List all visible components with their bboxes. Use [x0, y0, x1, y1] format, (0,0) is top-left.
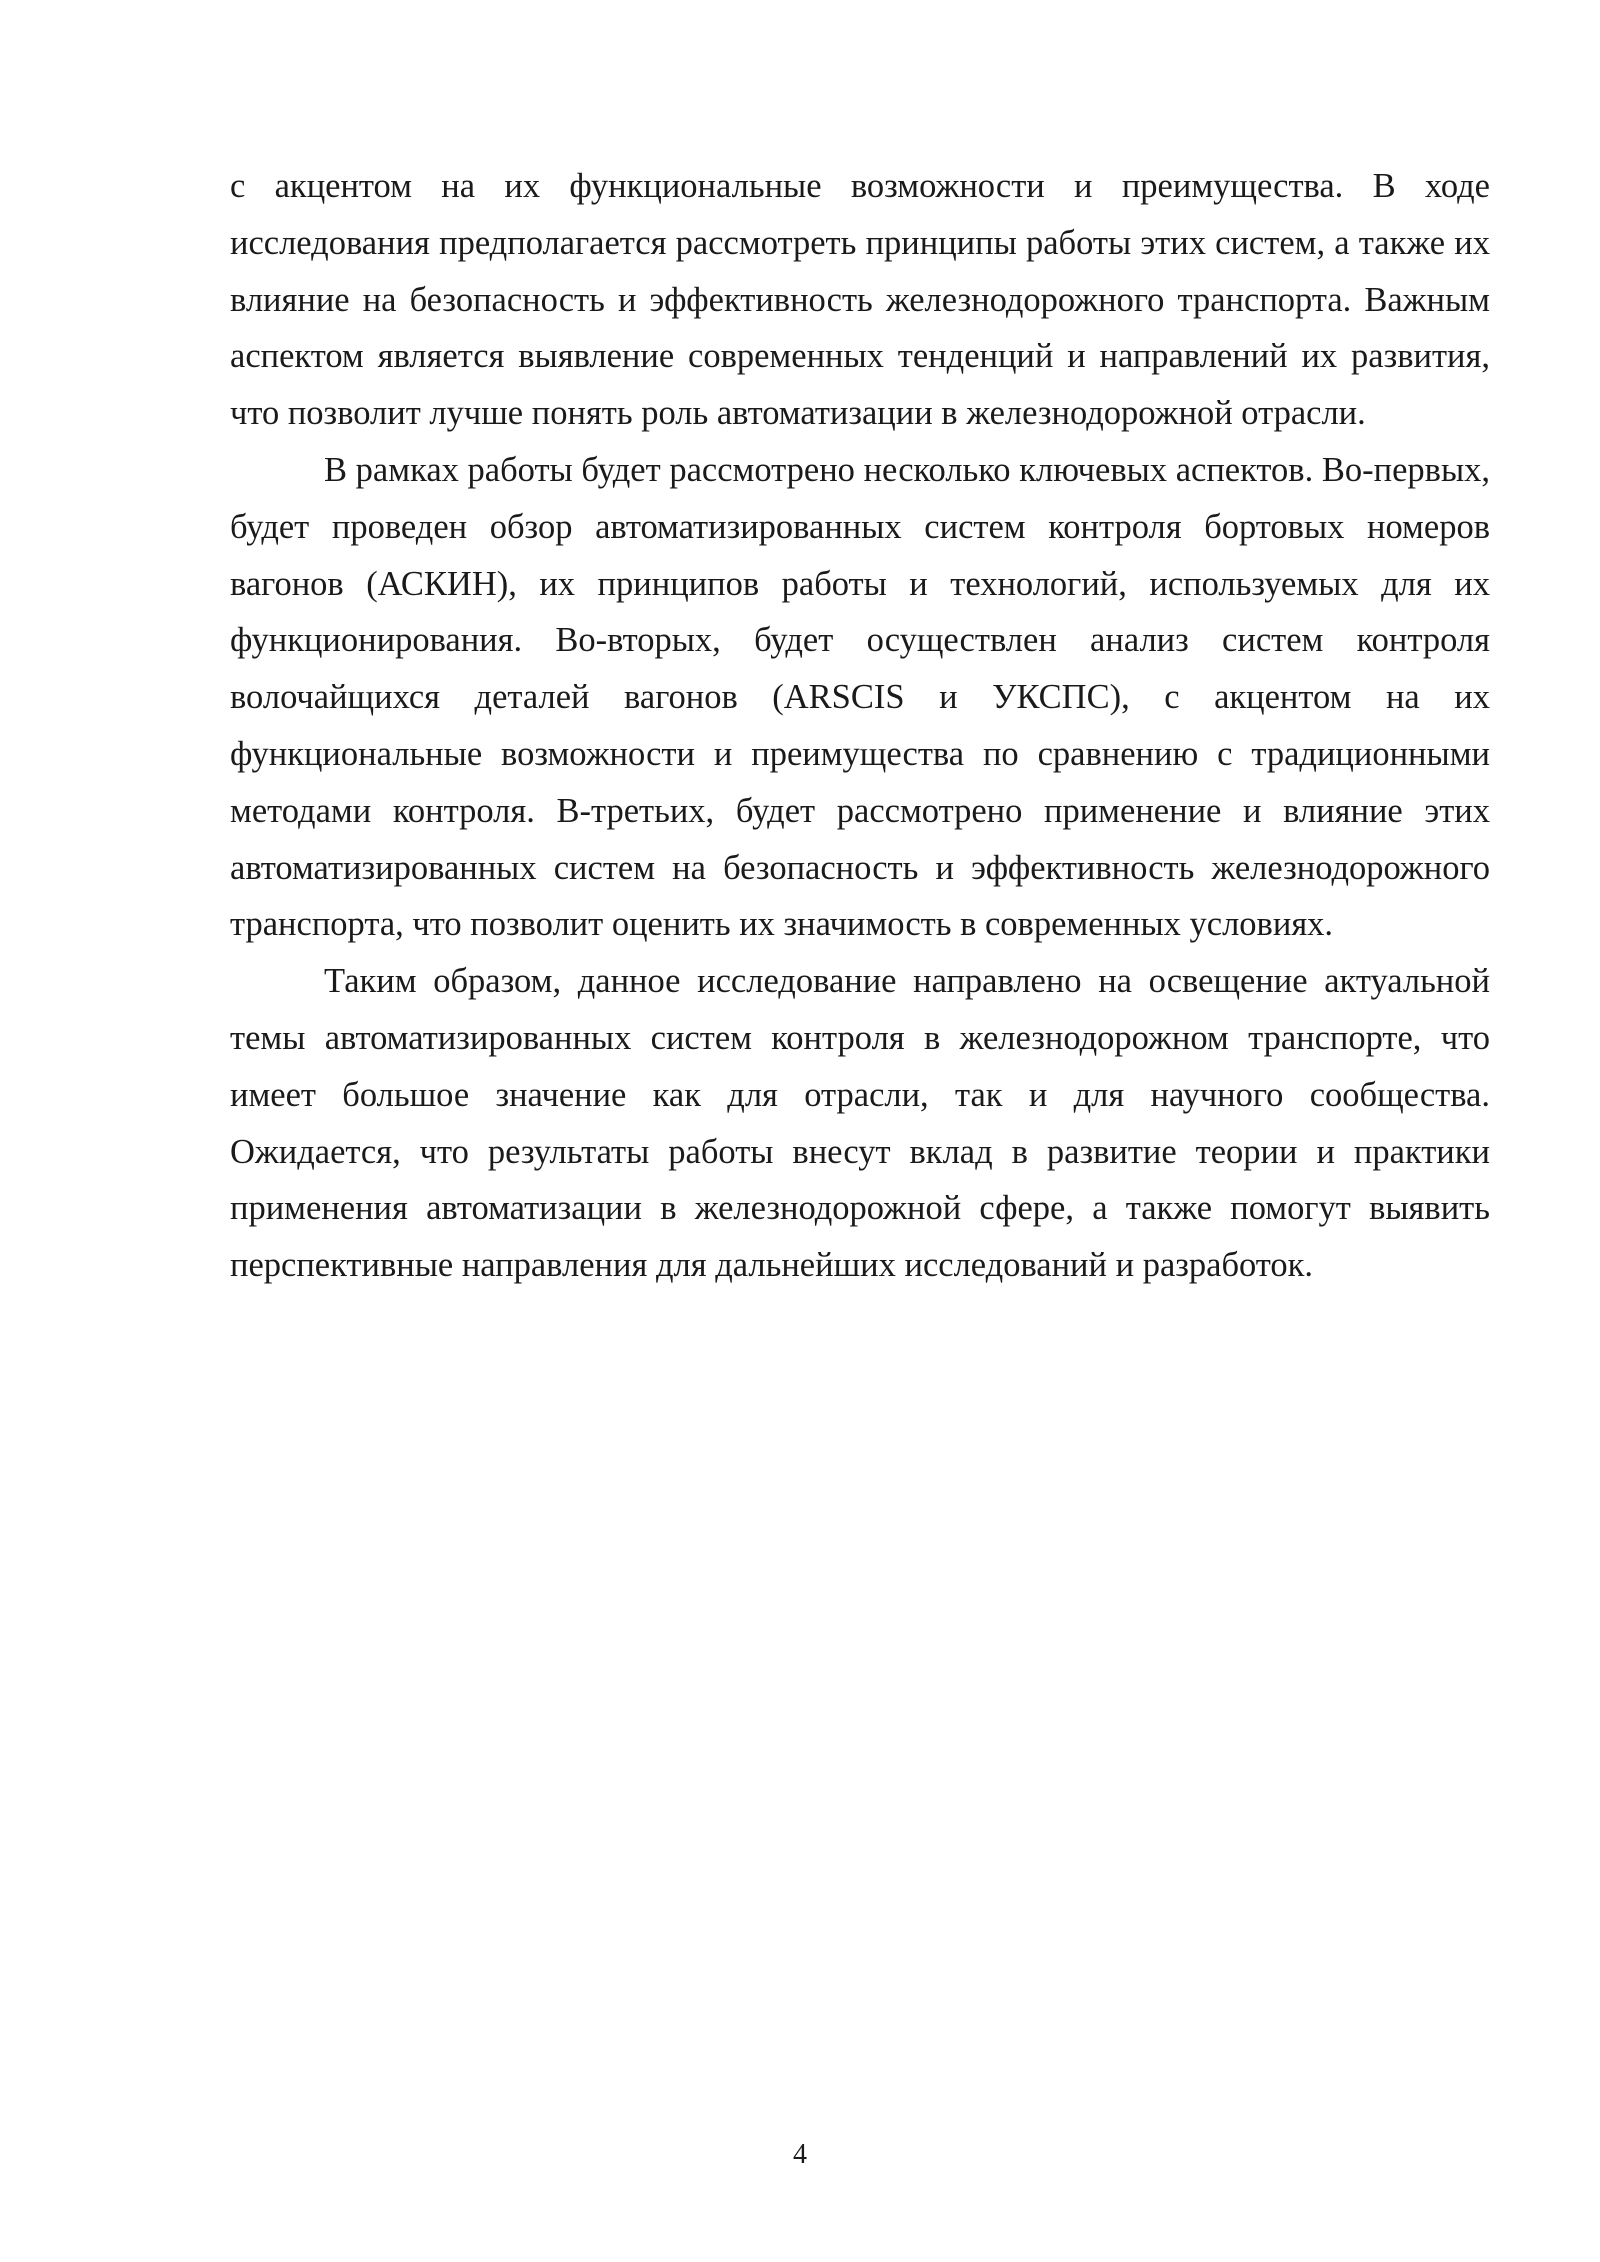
body-text [230, 158, 1490, 1294]
paragraph-continuation: с акцентом на их функциональные возможности и преимущества. В ходе исследования предполагается рассмотреть принципы работы этих систем, а также их влияние на безопасность и эффективность железнодорожного транспорта. Важным аспектом является выявление современных тенденций и направлений их развития, что позволит лучше понять роль автоматизации в железнодорожной отрасли. [230, 167, 1490, 433]
page-number: 4 [793, 2139, 807, 2170]
paragraph-conclusion: Таким образом, данное исследование направлено на освещение актуальной темы автоматизированных систем контроля в железнодорожном транспорте, что имеет большое значение как для отрасли, так и для научного сообщества. Ожидается, что результаты работы внесут вклад в развитие теории и практики применения автоматизации в железнодорожной сфере, а также помогут выявить перспективные направления для дальнейших исследований и разработок. [230, 962, 1490, 1285]
paragraph-key-aspects: В рамках работы будет рассмотрено несколько ключевых аспектов. Во-первых, будет проведен обзор автоматизированных систем контроля бортовых номеров вагонов (АСКИН), их принципов работы и технологий, используемых для их функционирования. Во-вторых, будет осуществлен анализ систем контроля волочайщихся деталей вагонов (ARSCIS и УКСПС), с акцентом на их функциональные возможности и преимущества по сравнению с традиционными методами контроля. В-третьих, будет рассмотрено применение и влияние этих автоматизированных систем на безопасность и эффективность железнодорожного транспорта, что позволит оценить их значимость в современных условиях. [230, 450, 1490, 944]
